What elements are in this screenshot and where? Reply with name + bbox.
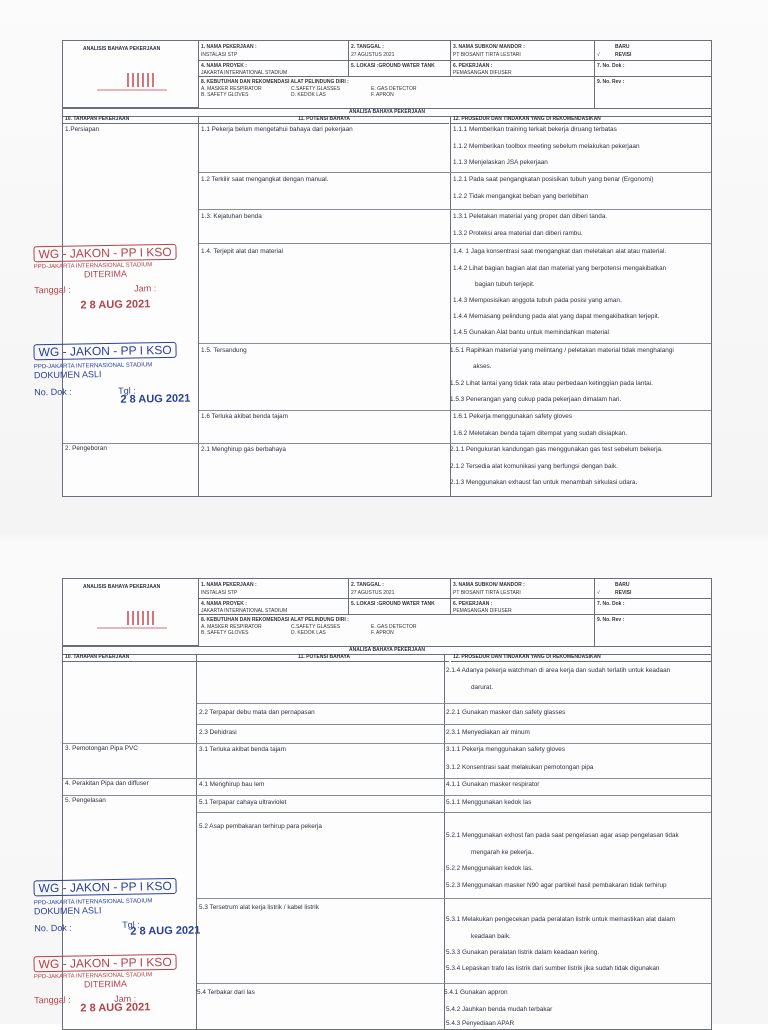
stamp-diterima-label: DITERIMA (83, 268, 127, 280)
rev-no-cell (595, 77, 711, 108)
proc-5-1-1: 5.1.1 Menggunakan kedok las (446, 799, 532, 806)
stamp-dokumen-asli-2: DOKUMEN ASLI (33, 905, 102, 917)
apd-label: 8. KEBUTUHAN DAN REKOMENDASI ALAT PELINDUNG DIRI : (201, 79, 349, 85)
proc-5-3-4: 5.3.4 Lepaskan trafo las listrik dari sumber listrik jika sudah tidak digunakan (446, 965, 660, 972)
stage-1: 1.Persiapan (65, 126, 100, 133)
proc-2-1-4: 2.1.4 Adanya pekerja watchman di area kerja dan sudah terlatih untuk keadaan (446, 667, 671, 674)
rev-no-label-2: 9. No. Rev : (597, 617, 625, 623)
stamp-ppd-label: PPD-JAKARTA INTERNASIONAL STADIUM (33, 262, 153, 271)
doc-title: ANALISIS BAHAYA PEKERJAAN (83, 46, 161, 52)
col-hazard-header-2: 11. POTENSI BAHAYA (199, 654, 449, 662)
proc-5-2-3: 5.2.3 Menggunakan masker N90 agar partikel hasil pembakaran tidak terhirup (446, 882, 667, 889)
proc-3-1-2: 3.1.2 Konsentrasi saat melakukan pemotongan pipa (446, 764, 594, 771)
proc-5-3-1: 5.3.1 Melakukan pengecekan pada peralatan listrik untuk memastikan alat dalam (446, 916, 676, 923)
stage-4: 4. Perakitan Pipa dan diffuser (65, 780, 149, 787)
date-value-2: 27 AGUSTUS 2021 (351, 590, 395, 596)
company-logo-2 (97, 609, 167, 631)
stage-5: 5. Pengelasan (65, 797, 106, 804)
apd-b: B. SAFETY GLOVES (201, 92, 249, 98)
stamp-ppd-label-4: PPD-JAKARTA INTERNASIONAL STADIUM (33, 972, 153, 981)
doc-no-label-2: 7. No. Dok : (597, 601, 625, 607)
stamp-tanggal-label-2: Tanggal : (34, 994, 71, 1006)
apd-c: C.SAFETY GLASSES (291, 86, 341, 92)
date-value: 27 AGUSTUS 2021 (351, 52, 395, 58)
hazard-5-1: 5.1 Terpapar cahaya ultraviolet (199, 799, 287, 806)
proc-5-2-1: 5.2.1 Menggunakan exhost fan pada saat pengelasan agar asap pengelasan tidak (446, 832, 679, 839)
proc-1-5-2: 1.5.2 Lihat lantai yang tidak rata atau perbedaan ketinggian pada lantai. (450, 380, 653, 387)
apd-e: E. GAS DETECTOR (371, 86, 417, 92)
project-cell (199, 61, 349, 77)
col-stage-header-2: 10. TAHAPAN PEKERJAAN (63, 654, 199, 662)
stamp-tgl: Tgl : (118, 385, 136, 396)
doc-no-cell (595, 61, 711, 77)
proc-1-2-2: 1.2.2 Tidak mengangkat beban yang berlebihan (453, 193, 589, 200)
stamp-wg-label-3: WG - JAKON - PP I KSO (33, 878, 176, 896)
col-stage-header: 10. TAHAPAN PEKERJAAN (63, 116, 199, 124)
proc-5-2-1-cont: mengarah ke pekerja.. (471, 849, 535, 856)
proc-5-3-3: 5.3.3 Gunakan peralatan listrik dalam keadaan kering. (446, 949, 600, 956)
location-label: 5. LOKASI :GROUND WATER TANK (351, 63, 435, 69)
hazard-1-1: 1.1 Pekerja belum mengetahui bahaya dari pekerjaan (201, 126, 353, 133)
proc-1-6-1: 1.6.1 Pekerja menggunakan safety gloves (453, 413, 573, 420)
proc-1-3-2: 1.3.2 Proteksi area material dan diberi rambu. (453, 230, 583, 237)
stamp-wg-label-4: WG - JAKON - PP I KSO (33, 954, 176, 972)
proc-1-1-3: 1.1.3 Menjelaskan JSA pekerjaan (453, 159, 548, 166)
col-hazard-header: 11. POTENSI BAHAYA (199, 116, 449, 124)
apd-b-2: B. SAFETY GLOVES (201, 630, 249, 636)
job-name-value: INSTALASI STP (201, 52, 238, 58)
col-procedure-header: 12. PROSEDUR DAN TINDAKAN YANG DI REKOMENDASIKAN (451, 116, 711, 124)
original-doc-stamp-1 (33, 341, 191, 414)
stamp-date-4: 2 8 AUG 2021 (80, 1001, 151, 1015)
hazard-5-4: 5.4 Terbakar dari las (197, 989, 255, 996)
revisi-label-2: REVISI (615, 590, 632, 596)
title-cell (63, 41, 199, 108)
rev-no-label: 9. No. Rev : (597, 79, 625, 85)
subcon-value-2: PT BIOSANIT TIRTA LESTARI (453, 590, 521, 596)
apd-d-2: D. KEDOK LAS (291, 630, 326, 636)
proc-1-2-1: 1.2.1 Pada saat pengangkatan posisikan tubuh yang benar (Ergonomi) (453, 176, 654, 183)
revisi-label: REVISI (615, 52, 632, 58)
apd-e-2: E. GAS DETECTOR (371, 624, 417, 630)
hazard-1-4: 1.4. Terjepit alat dan material (201, 248, 283, 255)
apd-a-2: A. MASKER RESPIRATOR (201, 624, 262, 630)
stamp-no-dok-2: No. Dok : (34, 922, 72, 934)
apd-f-2: F. APRON (371, 630, 394, 636)
proc-1-4-4: 1.4.4 Memasang pelindung pada alat yang dapat mengakibatkan terjepit. (453, 313, 660, 320)
stamp-no-dok: No. Dok : (34, 386, 72, 398)
job-name-label-2: 1. NAMA PEKERJAAN : (201, 582, 257, 588)
proc-5-2-2: 5.2.2 Menggunakan kedok las. (446, 865, 534, 872)
apd-d: D. KEDOK LAS (291, 92, 326, 98)
subcon-label: 3. NAMA SUBKON/ MANDOR : (453, 44, 525, 50)
apd-f: F. APRON (371, 92, 394, 98)
project-value: JAKARTA INTERNATIONAL STADIUM (201, 70, 288, 76)
section-title-2: ANALISA BAHAYA PEKERJAAN (63, 646, 711, 655)
project-label: 4. NAMA PROYEK : (201, 63, 247, 69)
revision-cell (595, 41, 711, 61)
stamp-ppd-label-2: PPD-JAKARTA INTERNASIONAL STADIUM (33, 362, 153, 371)
proc-1-1-1: 1.1.1 Memberikan training terkait bekerja diruang terbatas (453, 126, 617, 133)
job-name-label: 1. NAMA PEKERJAAN : (201, 44, 257, 50)
stage-2: 2. Pengeboran (65, 445, 107, 452)
proc-1-4-3: 1.4.3 Memposisikan anggota tubuh pada posisi yang aman. (453, 297, 622, 304)
hazard-1-2: 1.2 Terkilir saat mengangkat dengan manual. (201, 176, 329, 183)
form-header (63, 41, 711, 109)
work-value: PEMASANGAN DIFUSER (453, 70, 512, 76)
subcon-label-2: 3. NAMA SUBKON/ MANDOR : (453, 582, 525, 588)
proc-1-4-2-cont: bagian tubuh terjepit. (475, 281, 535, 288)
stamp-tanggal-label: Tanggal : (34, 284, 71, 296)
stamp-jam-label: Jam : (134, 283, 157, 294)
proc-2-1-2: 2.1.2 Tersedia alat komunikasi yang berfungsi dengan baik. (450, 463, 618, 470)
work-value-2: PEMASANGAN DIFUSER (453, 608, 512, 614)
received-stamp-1 (33, 243, 184, 318)
hazard-2-1: 2.1 Menghirup gas berbahaya (201, 446, 286, 453)
baru-label-2: BARU (615, 582, 630, 588)
work-label-2: 6. PEKERJAAN : (453, 601, 493, 607)
proc-1-5-1-cont: akses. (473, 363, 492, 370)
doc-title-2: ANALISIS BAHAYA PEKERJAAN (83, 584, 161, 590)
stamp-dokumen-asli: DOKUMEN ASLI (33, 369, 102, 381)
proc-1-6-2: 1.6.2 Meletakan benda tajam ditempat yang sudah disiapkan. (453, 430, 628, 437)
title-cell-2 (63, 579, 199, 646)
stamp-date-2: 2 8 AUG 2021 (120, 392, 191, 406)
proc-2-1-4-cont: darurat. (471, 684, 494, 691)
stamp-diterima-label-2: DITERIMA (83, 978, 128, 990)
doc-no-label: 7. No. Dok : (597, 63, 625, 69)
apd-label-2: 8. KEBUTUHAN DAN REKOMENDASI ALAT PELINDUNG DIRI : (201, 617, 349, 623)
received-stamp-2 (33, 953, 184, 1022)
date-cell (349, 41, 451, 61)
work-cell (451, 61, 595, 77)
stamp-wg-label: WG - JAKON - PP I KSO (33, 244, 176, 262)
check-mark-2: √ (597, 590, 600, 596)
work-label: 6. PEKERJAAN : (453, 63, 493, 69)
job-name-cell (199, 41, 349, 61)
proc-1-4-2: 1.4.2 Lihat bagian bagian alat dan material yang berpotensi mengakibatkan (453, 265, 667, 272)
hazard-4-1: 4.1 Menghirup bau lem (199, 781, 265, 788)
proc-4-1-1: 4.1.1 Gunakan masker respirator (446, 781, 540, 788)
date-label: 2. TANGGAL : (351, 44, 384, 50)
proc-5-4-2: 5.4.2 Jauhkan benda mudah terbakar (446, 1006, 553, 1013)
original-doc-stamp-2 (33, 877, 201, 946)
hazard-1-5: 1.5. Tersandung (201, 347, 247, 354)
hazard-2-3: 2.3 Dehidrasi (199, 729, 237, 736)
proc-1-3-1: 1.3.1 Peletakan material yang proper dan diberi tanda. (453, 213, 608, 220)
proc-3-1-1: 3.1.1 Pekerja menggunakan safety gloves (446, 746, 566, 753)
proc-2-1-1: 2.1.1 Pengukuran kandungan gas menggunakan gas test sebelum bekerja. (450, 446, 663, 453)
date-label-2: 2. TANGGAL : (351, 582, 384, 588)
stamp-tgl-2: Tgl : (122, 919, 140, 930)
baru-label: BARU (615, 44, 630, 50)
apd-a: A. MASKER RESPIRATOR (201, 86, 262, 92)
hazard-1-3: 1.3. Kejatuhan benda (201, 213, 262, 220)
proc-2-3-1: 2.3.1 Menyediakan air minum (446, 729, 530, 736)
hazard-5-2: 5.2 Asap pembakaran terhirup para pekerja (199, 823, 322, 830)
project-value-2: JAKARTA INTERNATIONAL STADIUM (201, 608, 288, 614)
stamp-date-3: 2 8 AUG 2021 (130, 924, 201, 938)
hazard-2-2: 2.2 Terpapar debu mata dan pernapasan (199, 709, 315, 716)
stamp-date: 2 8 AUG 2021 (80, 298, 151, 312)
proc-1-5-3: 1.5.3 Penerangan yang cukup pada pekerjaan dimalam hari. (450, 396, 622, 403)
proc-5-3-1-cont: keadaan baik. (471, 933, 511, 940)
col-procedure-header-2: 12. PROSEDUR DAN TINDAKAN YANG DI REKOMENDASIKAN (451, 654, 711, 662)
proc-1-5-1: 1.5.1 Rapihkan material yang melintang / peletakan material tidak menghalangi (450, 347, 674, 354)
apd-cell (199, 77, 595, 108)
stamp-ppd-label-3: PPD-JAKARTA INTERNASIONAL STADIUM (33, 898, 153, 907)
location-cell (349, 61, 451, 77)
subcon-cell (451, 41, 595, 61)
proc-2-2-1: 2.2.1 Gunakan masker dan safety glasses (446, 709, 566, 716)
proc-5-4-1: 5.4.1 Gunakan appron (444, 989, 508, 996)
project-label-2: 4. NAMA PROYEK : (201, 601, 247, 607)
subcon-value: PT BIOSANIT TIRTA LESTARI (453, 52, 521, 58)
proc-2-1-3: 2.1.3 Menggunakan exhaust fan untuk menambah sirkulasi udara. (450, 479, 638, 486)
stage-3: 3. Pemotongan Pipa PVC (65, 745, 138, 752)
proc-5-4-3: 5.4.3 Penyediaan APAR (446, 1020, 515, 1027)
hazard-1-6: 1.6 Terluka akibat benda tajam (201, 413, 288, 420)
company-logo (97, 71, 167, 93)
location-label-2: 5. LOKASI :GROUND WATER TANK (351, 601, 435, 607)
hazard-5-3: 5.3 Tersetrum alat kerja listrik / kabel listrik (199, 904, 319, 911)
proc-1-4-5: 1.4.5 Gunakan Alat bantu untuk memindahkan material (453, 329, 609, 336)
section-title: ANALISA BAHAYA PEKERJAAN (63, 108, 711, 117)
job-name-value-2: INSTALASI STP (201, 590, 238, 596)
stamp-wg-label-2: WG - JAKON - PP I KSO (33, 342, 176, 360)
hazard-3-1: 3.1 Terluka akibat benda tajam (199, 746, 286, 753)
proc-1-1-2: 1.1.2 Memberikan toolbox meeting sebelum melakukan pekerjaan (453, 143, 640, 150)
proc-1-4-1: 1.4. 1 Jaga konsentrasi saat mengangkat dan meletakan alat atau material. (453, 248, 667, 255)
check-mark: √ (597, 52, 600, 58)
stamp-jam-label-2: Jam : (114, 993, 137, 1004)
apd-c-2: C.SAFETY GLASSES (291, 624, 341, 630)
form-header-2 (63, 579, 711, 647)
